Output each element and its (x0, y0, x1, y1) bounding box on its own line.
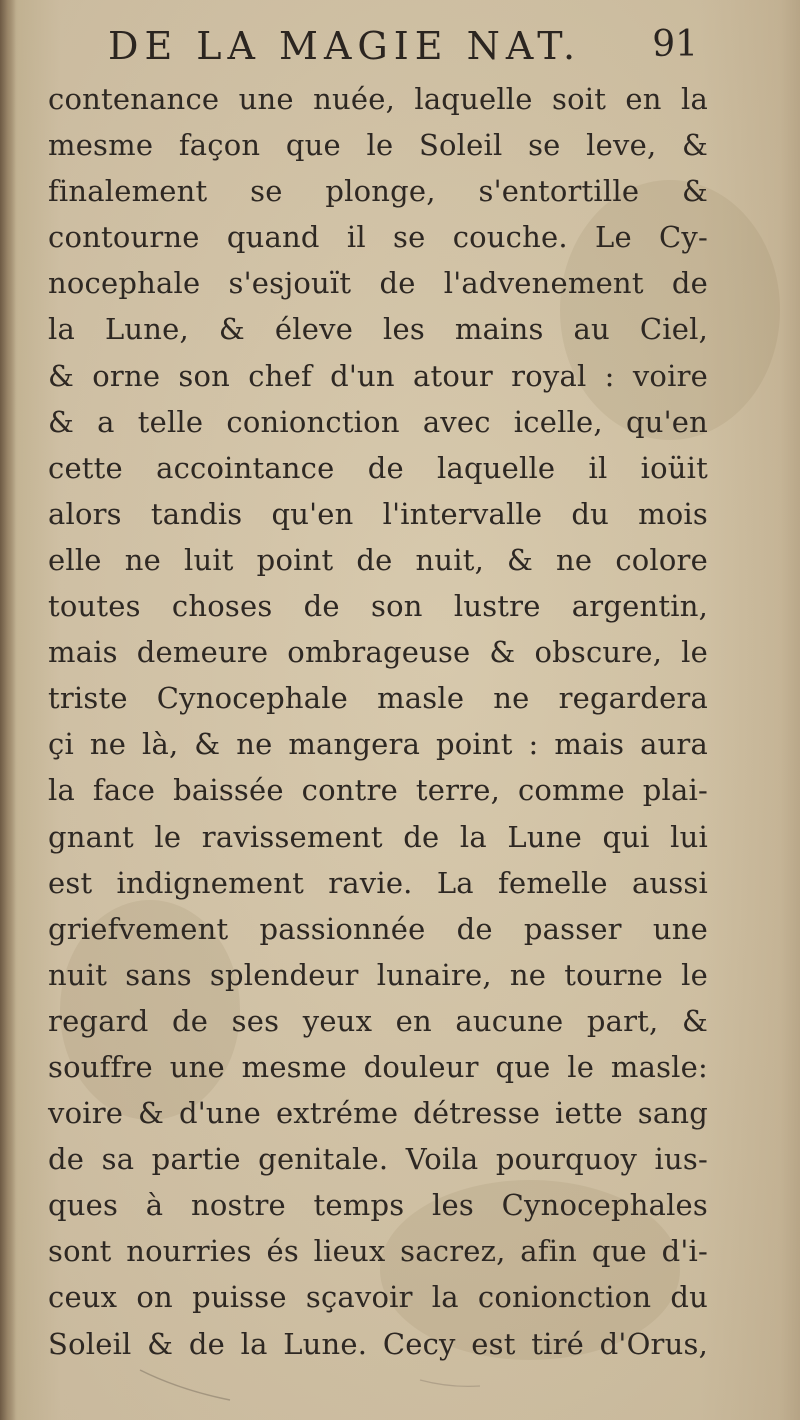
text-line: triste Cynocephale masle ne regardera (48, 681, 708, 716)
text-line: souffre une mesme douleur que le masle: (48, 1049, 708, 1084)
page-number: 91 (652, 24, 698, 65)
text-line: Soleil & de la Lune. Cecy est tiré d'Orus, (48, 1326, 708, 1361)
text-line: regard de ses yeux en aucune part, & (48, 1003, 708, 1038)
text-line: nocephale s'esjouït de l'advenement de (48, 266, 708, 301)
text-line: gnant le ravissement de la Lune qui lui (48, 819, 708, 854)
text-line: sont nourries és lieux sacrez, afin que d'i- (48, 1234, 708, 1269)
text-line: çi ne là, & ne mangera point : mais aura (48, 727, 708, 762)
text-line: & a telle conionction avec icelle, qu'en (48, 404, 708, 439)
text-line: la Lune, & éleve les mains au Ciel, (48, 312, 708, 347)
text-line: ques à nostre temps les Cynocephales (48, 1188, 708, 1223)
text-line: contourne quand il se couche. Le Cy- (48, 220, 708, 255)
text-line: voire & d'une extréme détresse iette sang (48, 1096, 708, 1131)
text-line: ceux on puisse sçavoir la conionction du (48, 1280, 708, 1315)
pencil-marks (120, 1360, 520, 1410)
text-line: & orne son chef d'un atour royal : voire (48, 358, 708, 393)
text-line: toutes choses de son lustre argentin, (48, 589, 708, 624)
body-text (48, 76, 708, 1367)
page-gutter (0, 0, 16, 1420)
text-line: cette accointance de laquelle il ioüit (48, 450, 708, 485)
text-line: mais demeure ombrageuse & obscure, le (48, 635, 708, 670)
text-line: griefvement passionnée de passer une (48, 911, 708, 946)
text-line: de sa partie genitale. Voila pourquoy ius- (48, 1142, 708, 1177)
page-header (108, 20, 698, 72)
text-line: elle ne luit point de nuit, & ne colore (48, 542, 708, 577)
text-line: la face baissée contre terre, comme plai- (48, 773, 708, 808)
text-line: contenance une nuée, laquelle soit en la (48, 82, 708, 116)
running-head: DE LA MAGIE NAT. (108, 24, 582, 68)
text-line: est indignement ravie. La femelle aussi (48, 865, 708, 900)
text-line: nuit sans splendeur lunaire, ne tourne le (48, 957, 708, 992)
text-line: mesme façon que le Soleil se leve, & (48, 128, 708, 163)
text-line: finalement se plonge, s'entortille & (48, 174, 708, 209)
text-line: alors tandis qu'en l'intervalle du mois (48, 496, 708, 531)
